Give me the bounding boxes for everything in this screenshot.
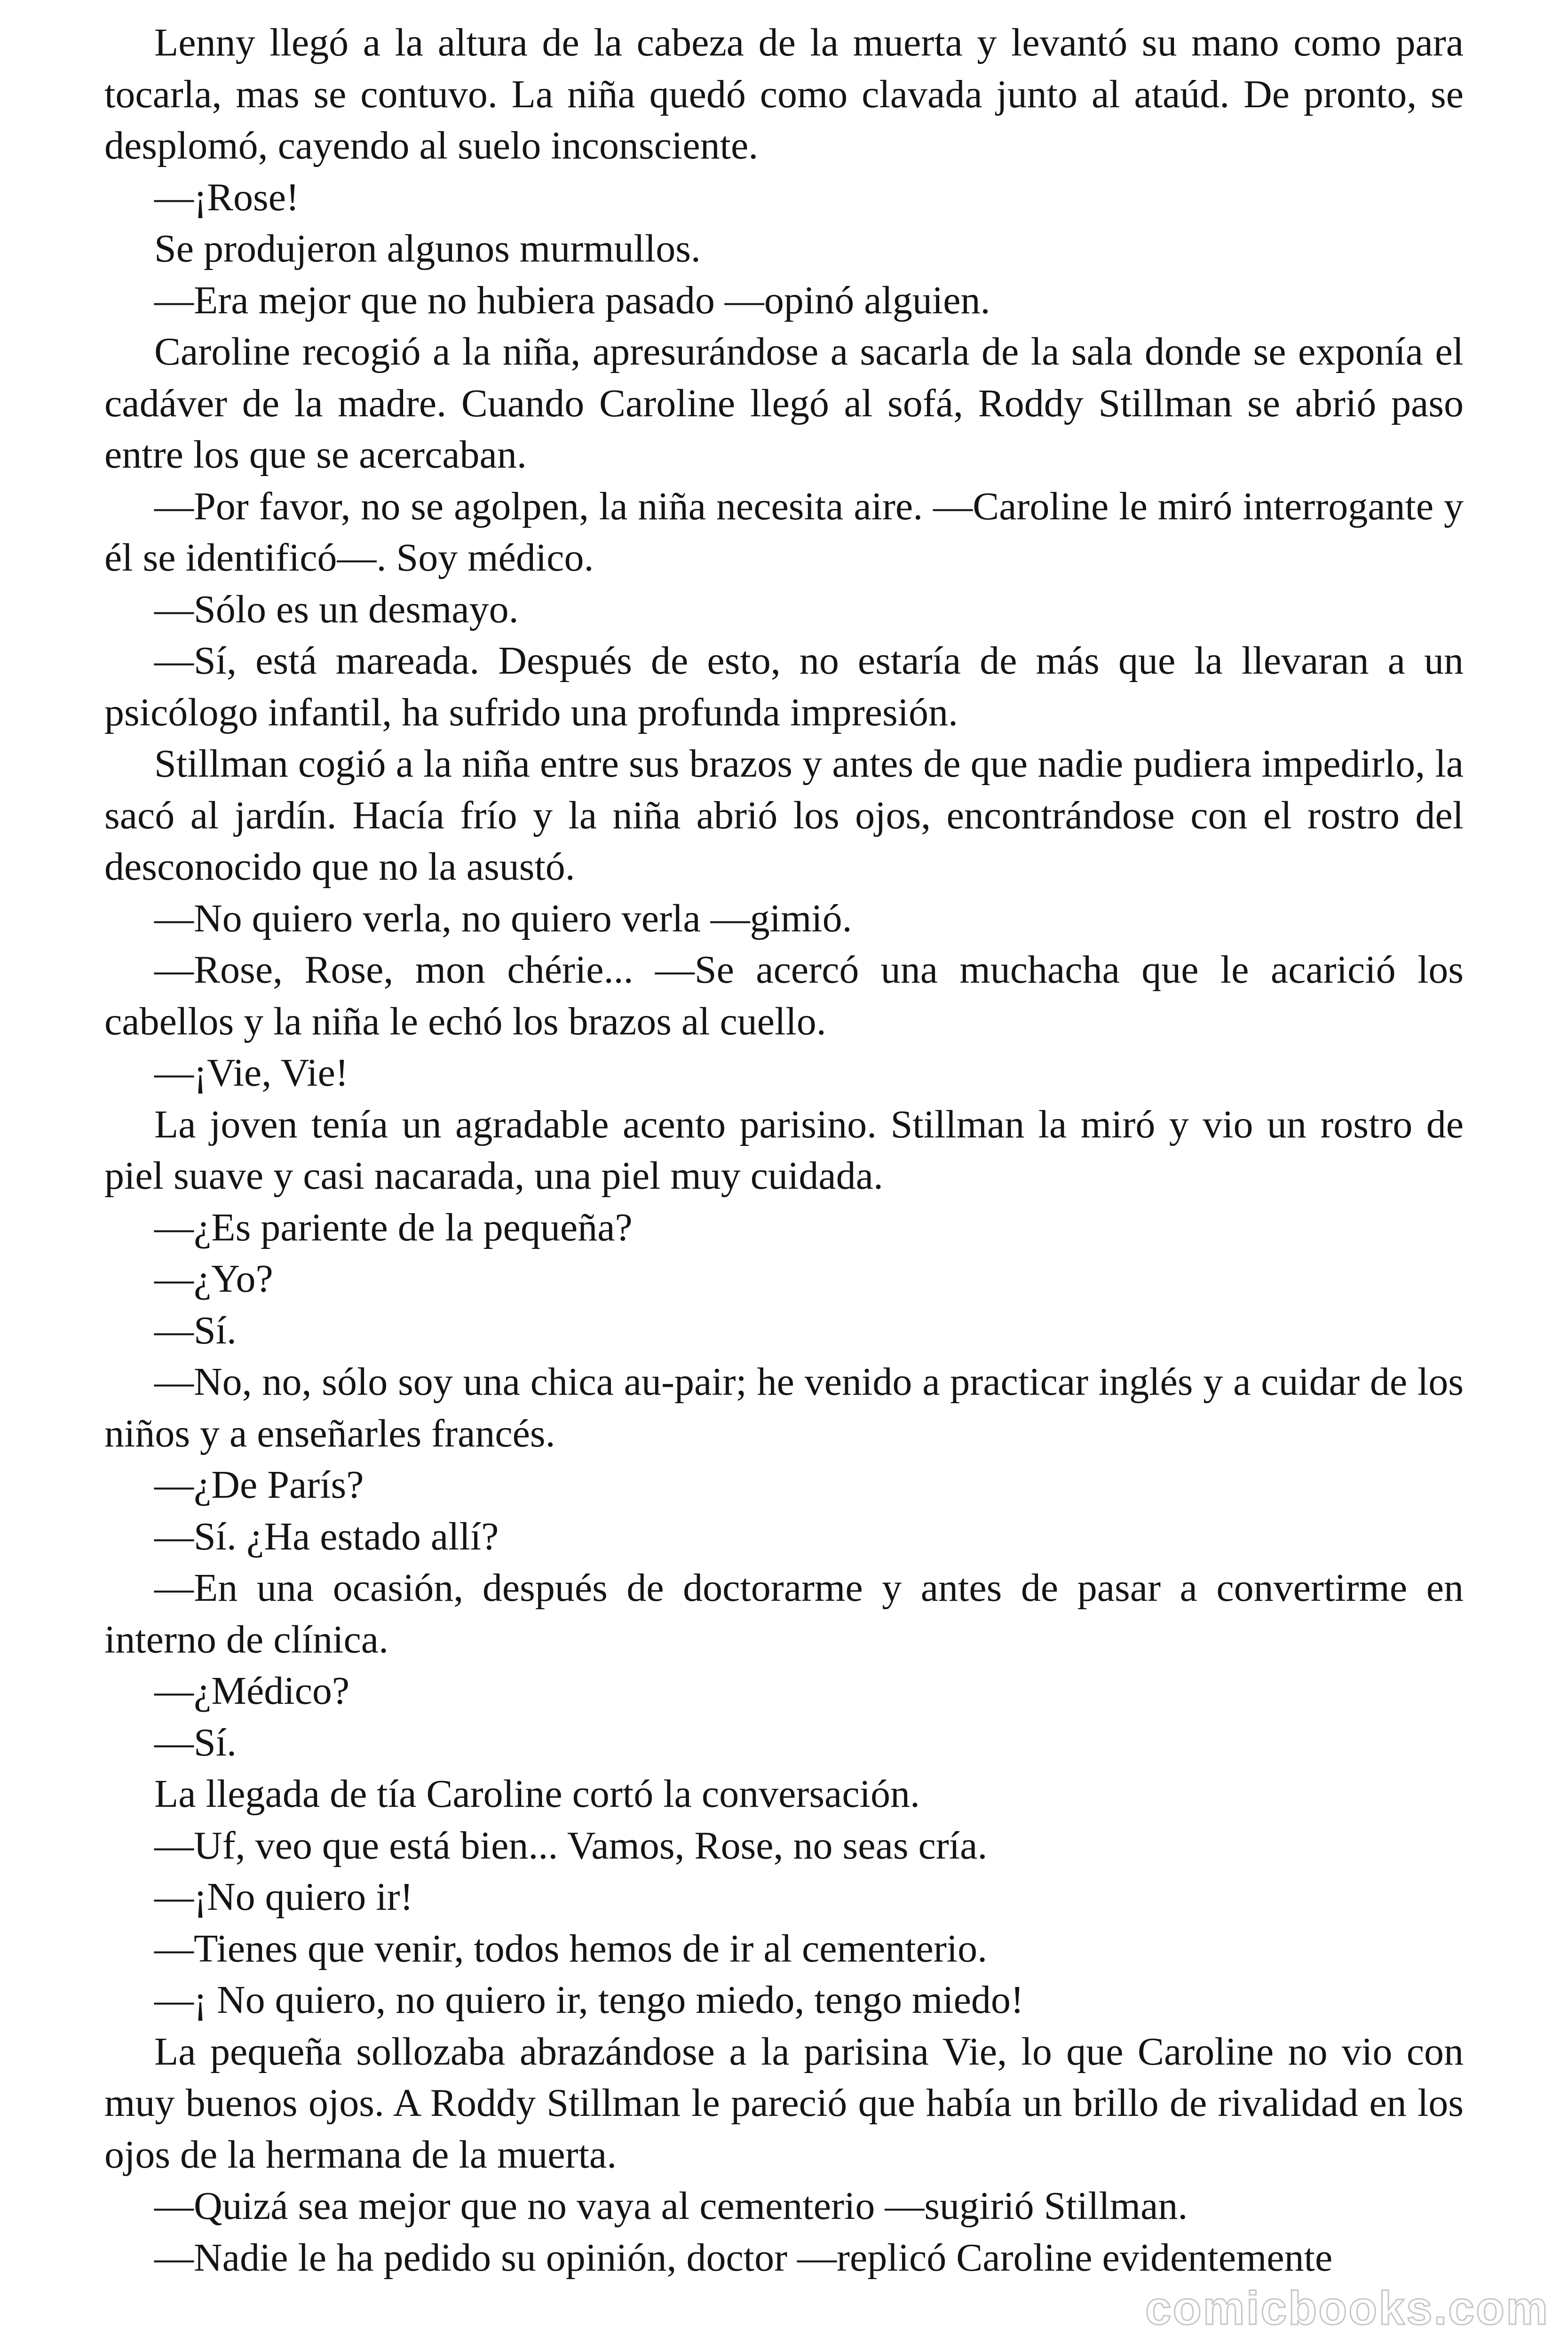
paragraph: —Rose, Rose, mon chérie... —Se acercó una muchacha que le acarició los cabellos y la niña le echó los brazos al cuello. (104, 948, 1464, 1043)
paragraph: —¡No quiero ir! (154, 1875, 413, 1919)
paragraph: —Quizá sea mejor que no vaya al cementerio —sugirió Stillman. (154, 2184, 1188, 2228)
paragraph: —Nadie le ha pedido su opinión, doctor —replicó Caroline evidentemente (154, 2235, 1333, 2280)
paragraph: Caroline recogió a la niña, apresurándose a sacarla de la sala donde se exponía el cadáver de la madre. Cuando Caroline llegó al sofá, Roddy Stillman se abrió paso entre los que se acercaban. (104, 330, 1464, 477)
paragraph: —Uf, veo que está bien... Vamos, Rose, no seas cría. (154, 1823, 988, 1867)
paragraph: —¿Es pariente de la pequeña? (154, 1205, 633, 1249)
book-page (104, 17, 1464, 2283)
paragraph: —¿Yo? (154, 1257, 273, 1301)
paragraph: —No, no, sólo soy una chica au-pair; he venido a practicar inglés y a cuidar de los niños y a enseñarles francés. (104, 1360, 1464, 1455)
paragraph: —No quiero verla, no quiero verla —gimió. (154, 896, 852, 940)
paragraph: —¡Rose! (154, 175, 299, 219)
paragraph: —Por favor, no se agolpen, la niña necesita aire. —Caroline le miró interrogante y él se identificó—. Soy médico. (104, 484, 1464, 580)
paragraph: La pequeña sollozaba abrazándose a la parisina Vie, lo que Caroline no vio con muy buenos ojos. A Roddy Stillman le pareció que había un brillo de rivalidad en los ojos de la hermana de la muerta. (104, 2029, 1464, 2177)
paragraph: Se produjeron algunos murmullos. (154, 227, 701, 270)
paragraph: —¿De París? (154, 1463, 364, 1507)
paragraph: Stillman cogió a la niña entre sus brazos y antes de que nadie pudiera impedirlo, la sacó al jardín. Hacía frío y la niña abrió los ojos, encontrándose con el rostro del desconocido que no la asustó. (104, 742, 1464, 889)
paragraph: —¡ No quiero, no quiero ir, tengo miedo, tengo miedo! (154, 1978, 1024, 2022)
paragraph: La joven tenía un agradable acento parisino. Stillman la miró y vio un rostro de piel suave y casi nacarada, una piel muy cuidada. (104, 1102, 1464, 1198)
paragraph: —Sí. (154, 1308, 237, 1352)
paragraph: —Sí, está mareada. Después de esto, no estaría de más que la llevaran a un psicólogo infantil, ha sufrido una profunda impresión. (104, 639, 1464, 734)
paragraph: —Sí. (154, 1720, 237, 1764)
paragraph: —En una ocasión, después de doctorarme y antes de pasar a convertirme en interno de clínica. (104, 1566, 1464, 1661)
paragraph: Lenny llegó a la altura de la cabeza de la muerta y levantó su mano como para tocarla, mas se contuvo. La niña quedó como clavada junto al ataúd. De pronto, se desplomó, cayendo al suelo inconsciente. (104, 21, 1464, 167)
paragraph: —Sí. ¿Ha estado allí? (154, 1514, 499, 1558)
paragraph: —Tienes que venir, todos hemos de ir al cementerio. (154, 1926, 988, 1971)
paragraph: —¡Vie, Vie! (154, 1051, 348, 1095)
watermark: comicbooks.com (1145, 2282, 1549, 2335)
paragraph: —Era mejor que no hubiera pasado —opinó alguien. (154, 278, 990, 322)
paragraph: La llegada de tía Caroline cortó la conversación. (154, 1772, 920, 1816)
paragraph: —Sólo es un desmayo. (154, 587, 519, 631)
paragraph: —¿Médico? (154, 1669, 350, 1713)
